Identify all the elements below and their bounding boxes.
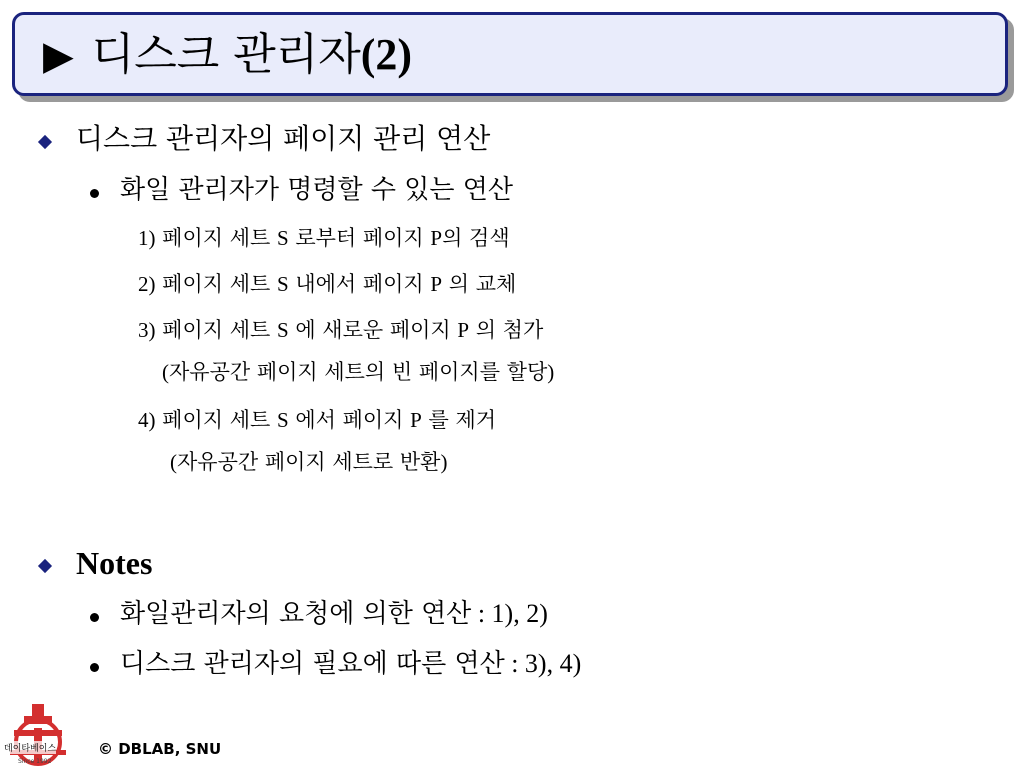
round-bullet-icon	[90, 613, 99, 622]
title-text: 디스크 관리자	[91, 29, 361, 80]
list-item: 1) 페이지 세트 S 로부터 페이지 P의 검색	[138, 226, 510, 250]
list-item-note: (자유공간 페이지 세트로 반환)	[170, 450, 448, 474]
list-item: 4) 페이지 세트 S 에서 페이지 P 를 제거	[138, 408, 497, 432]
copyright-footer: © DBLAB, SNU	[98, 740, 222, 758]
round-bullet-icon	[90, 189, 99, 198]
diamond-bullet-icon	[38, 559, 52, 573]
section1-heading: 디스크 관리자의 페이지 관리 연산	[76, 122, 491, 155]
section2-heading: Notes	[76, 545, 153, 581]
play-arrow-icon: ▶	[43, 33, 74, 79]
logo-since: Since 1992	[18, 758, 52, 765]
diamond-bullet-icon	[38, 135, 52, 149]
dblab-logo	[0, 700, 76, 768]
section1-bullet: 화일 관리자가 명령할 수 있는 연산	[120, 175, 513, 205]
title-bar	[12, 12, 1008, 96]
slide-title	[43, 29, 412, 82]
notes-bullet: 화일관리자의 요청에 의한 연산 : 1), 2)	[120, 599, 548, 629]
round-bullet-icon	[90, 663, 99, 672]
notes-bullet: 디스크 관리자의 필요에 따른 연산 : 3), 4)	[120, 649, 582, 679]
list-item: 2) 페이지 세트 S 내에서 페이지 P 의 교체	[138, 272, 517, 296]
list-item: 3) 페이지 세트 S 에 새로운 페이지 P 의 첨가	[138, 318, 544, 342]
title-number: (2)	[360, 30, 413, 79]
list-item-note: (자유공간 페이지 세트의 빈 페이지를 할당)	[162, 360, 555, 384]
logo-text: 데이타베이스	[4, 741, 56, 754]
